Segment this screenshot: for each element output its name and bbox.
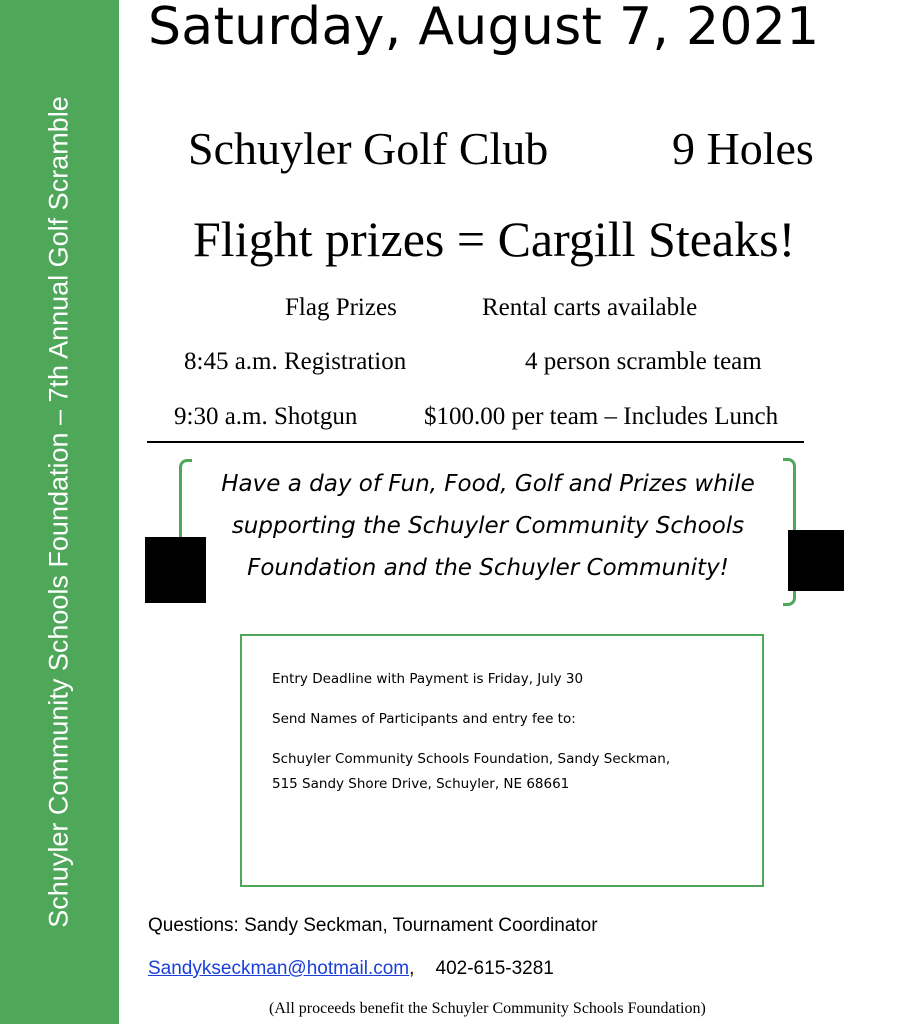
registration-time: 8:45 a.m. Registration [184,348,407,375]
event-date: Saturday, August 7, 2021 [148,0,820,57]
sidebar-banner [0,0,119,1024]
phone-number: 402-615-3281 [435,958,554,979]
callout-text [200,463,776,589]
entry-address-line-1: Schuyler Community Schools Foundation, Sandy Seckman, [272,751,671,767]
divider [147,441,804,443]
team-size: 4 person scramble team [525,348,762,375]
callout-bracket-left [179,459,192,542]
flag-prizes: Flag Prizes [285,294,397,321]
email-link[interactable]: Sandykseckman@hotmail.com [148,958,410,979]
black-square-left [145,537,206,603]
callout-line-2: supporting the Schuyler Community Schools [231,513,745,539]
entry-deadline: Entry Deadline with Payment is Friday, July 30 [272,671,584,687]
shotgun-time: 9:30 a.m. Shotgun [174,403,358,430]
footer-note: (All proceeds benefit the Schuyler Community Schools Foundation) [269,1000,706,1017]
black-square-right [788,530,844,591]
holes: 9 Holes [672,123,814,174]
contact-separator: , [409,958,415,979]
venue: Schuyler Golf Club [188,123,549,174]
callout-line-1: Have a day of Fun, Food, Golf and Prizes while [221,471,755,497]
entry-address-line-2: 515 Sandy Shore Drive, Schuyler, NE 68661 [272,776,570,792]
questions-contact: Questions: Sandy Seckman, Tournament Coordinator [148,915,598,936]
team-fee: $100.00 per team – Includes Lunch [424,403,779,430]
flight-prizes: Flight prizes = Cargill Steaks! [193,211,796,267]
sidebar-title: Schuyler Community Schools Foundation – 7th Annual Golf Scramble [43,96,74,928]
contact-line [148,958,554,980]
callout-line-3: Foundation and the Schuyler Community! [247,555,729,581]
rental-carts: Rental carts available [482,294,698,321]
entry-send-instructions: Send Names of Participants and entry fee to: [272,711,576,727]
